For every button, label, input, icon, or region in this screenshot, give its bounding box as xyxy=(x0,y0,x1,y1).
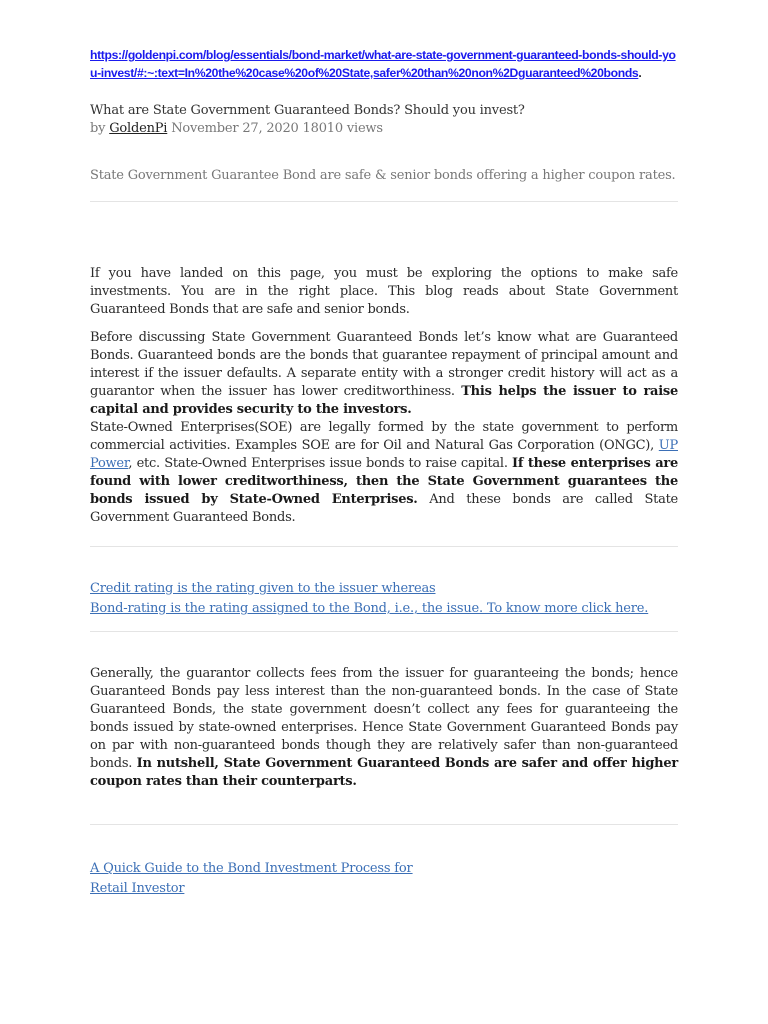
paragraph-soe xyxy=(90,419,678,527)
paragraph-text: Before discussing State Government Guaranteed Bonds let’s know what are Guaranteed Bonds. Guaranteed bonds are the bonds that guarantee repayment of principal amount and interest if the issuer defaults. A separate entity with a stronger credit history will act as a guarantor when the issuer has lower creditworthiness. xyxy=(90,330,678,399)
paragraph-bold-text: If these enterprises are found with lower creditworthiness, then the State Government guarantees the bonds issued by State-Owned Enterprises. xyxy=(90,456,678,507)
bond-guide-link[interactable]: A Quick Guide to the Bond Investment Process for xyxy=(90,861,413,876)
article-title: What are State Government Guaranteed Bonds? Should you invest? xyxy=(90,103,525,118)
bond-rating-link[interactable]: Bond-rating is the rating assigned to the Bond, i.e., the issue. To know more click here. xyxy=(90,601,649,616)
paragraph-bold-text: This helps the issuer to raise capital and provides security to the investors. xyxy=(90,384,679,417)
paragraph-text: And these bonds are called State Government Guaranteed Bonds. xyxy=(90,492,678,525)
article-summary: State Government Guarantee Bond are safe & senior bonds offering a higher coupon rates. xyxy=(90,168,676,183)
document-page xyxy=(90,46,678,899)
source-url-link[interactable]: https://goldenpi.com/blog/essentials/bond-market/what-are-state-government-guaranteed-bonds-should-you-invest/#:~:text=In%20the%20case%20of%20State,safer%20than%20non%2Dguaranteed%20bonds xyxy=(90,48,676,80)
source-url xyxy=(90,46,678,82)
article-meta: November 27, 2020 18010 views xyxy=(167,121,383,136)
divider xyxy=(90,546,678,547)
author-link[interactable]: GoldenPi xyxy=(109,121,168,136)
divider xyxy=(90,824,678,825)
paragraph-intro: If you have landed on this page, you must be exploring the options to make safe investments. You are in the right place. This blog reads about State Government Guaranteed Bonds that are safe and senior bonds. xyxy=(90,266,678,317)
divider xyxy=(90,631,678,632)
paragraph-text: State-Owned Enterprises(SOE) are legally formed by the state government to perform commercial activities. Examples SOE are for Oil and Natural Gas Corporation (ONGC), xyxy=(90,420,678,453)
bond-guide-link-line2[interactable]: Retail Investor xyxy=(90,881,185,896)
credit-rating-link[interactable]: Credit rating is the rating given to the issuer whereas xyxy=(90,581,436,596)
byline-prefix: by xyxy=(90,121,110,136)
divider xyxy=(90,201,678,202)
article-byline xyxy=(90,120,678,138)
bond-guide-link-block xyxy=(90,859,678,899)
paragraph-text: , etc. State-Owned Enterprises issue bonds to raise capital. xyxy=(128,456,513,471)
paragraph-guaranteed-bonds xyxy=(90,329,678,419)
credit-rating-links xyxy=(90,579,678,619)
source-url-period: . xyxy=(638,66,642,80)
paragraph-text: Generally, the guarantor collects fees from the issuer for guaranteeing the bonds; hence Guaranteed Bonds pay less interest than the non-guaranteed bonds. In the case of State Guaranteed Bonds, the state government doesn’t collect any fees for guaranteeing the bonds issued by state-owned enterprises. Hence State Government Guaranteed Bonds pay on par with non-guaranteed bonds though they are relatively safer than non-guaranteed bonds. xyxy=(90,666,678,771)
paragraph-guarantor-fees xyxy=(90,665,678,791)
paragraph-bold-text: In nutshell, State Government Guaranteed Bonds are safer and offer higher coupon rates than their counterparts. xyxy=(90,756,679,789)
up-power-link[interactable]: UP Power xyxy=(90,438,678,471)
